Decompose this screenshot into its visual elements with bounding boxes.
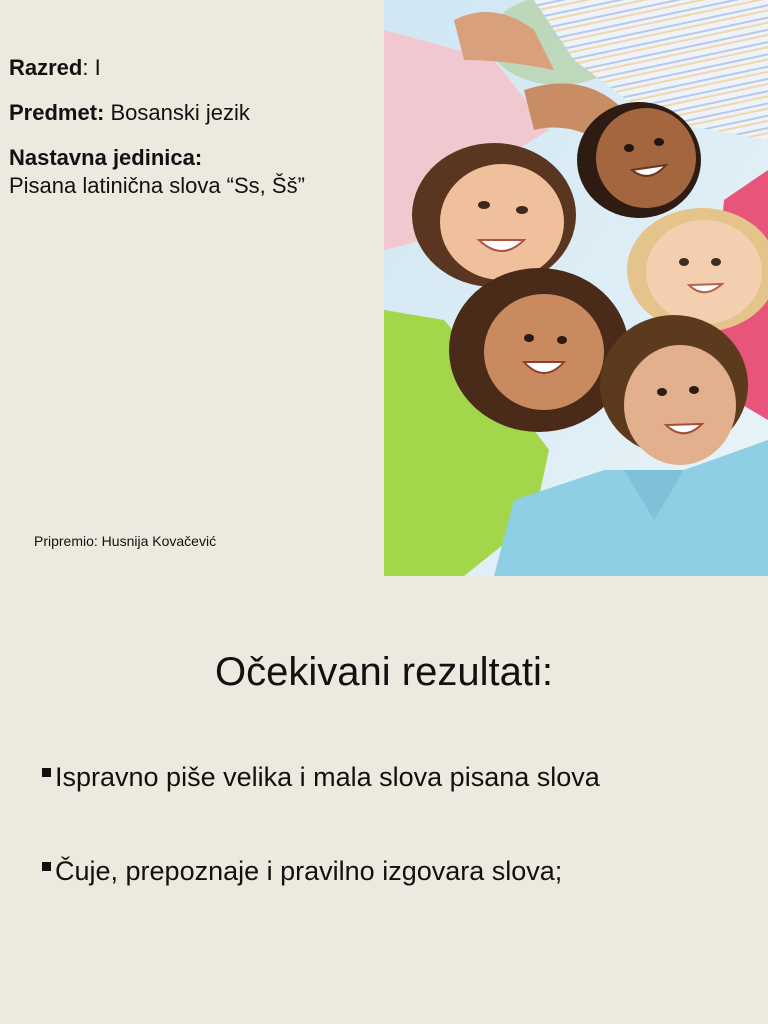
subject-label: Predmet:	[9, 100, 105, 125]
subject-value: Bosanski jezik	[104, 100, 250, 125]
results-list	[42, 760, 762, 948]
square-bullet-icon	[42, 768, 51, 777]
slide-expected-results	[0, 590, 768, 1024]
grade-label: Razred	[9, 55, 83, 80]
list-item-text: Čuje, prepoznaje i pravilno izgovara slova;	[55, 856, 563, 886]
list-item	[42, 760, 762, 794]
grade-value: : I	[82, 55, 101, 80]
subject-row	[9, 99, 379, 127]
unit-label: Nastavna jedinica:	[9, 145, 203, 170]
unit-value: Pisana latinična slova “Ss, Šš”	[9, 173, 305, 198]
grade-row	[9, 54, 379, 82]
results-title: Očekivani rezultati:	[215, 650, 553, 694]
prepared-by: Pripremio: Husnija Kovačević	[34, 533, 217, 549]
unit-row	[9, 144, 379, 200]
children-circle-photo	[384, 0, 768, 576]
square-bullet-icon	[42, 862, 51, 871]
list-item	[42, 854, 762, 888]
list-item-text: Ispravno piše velika i mala slova pisana slova	[55, 762, 600, 792]
lesson-info	[9, 54, 379, 200]
